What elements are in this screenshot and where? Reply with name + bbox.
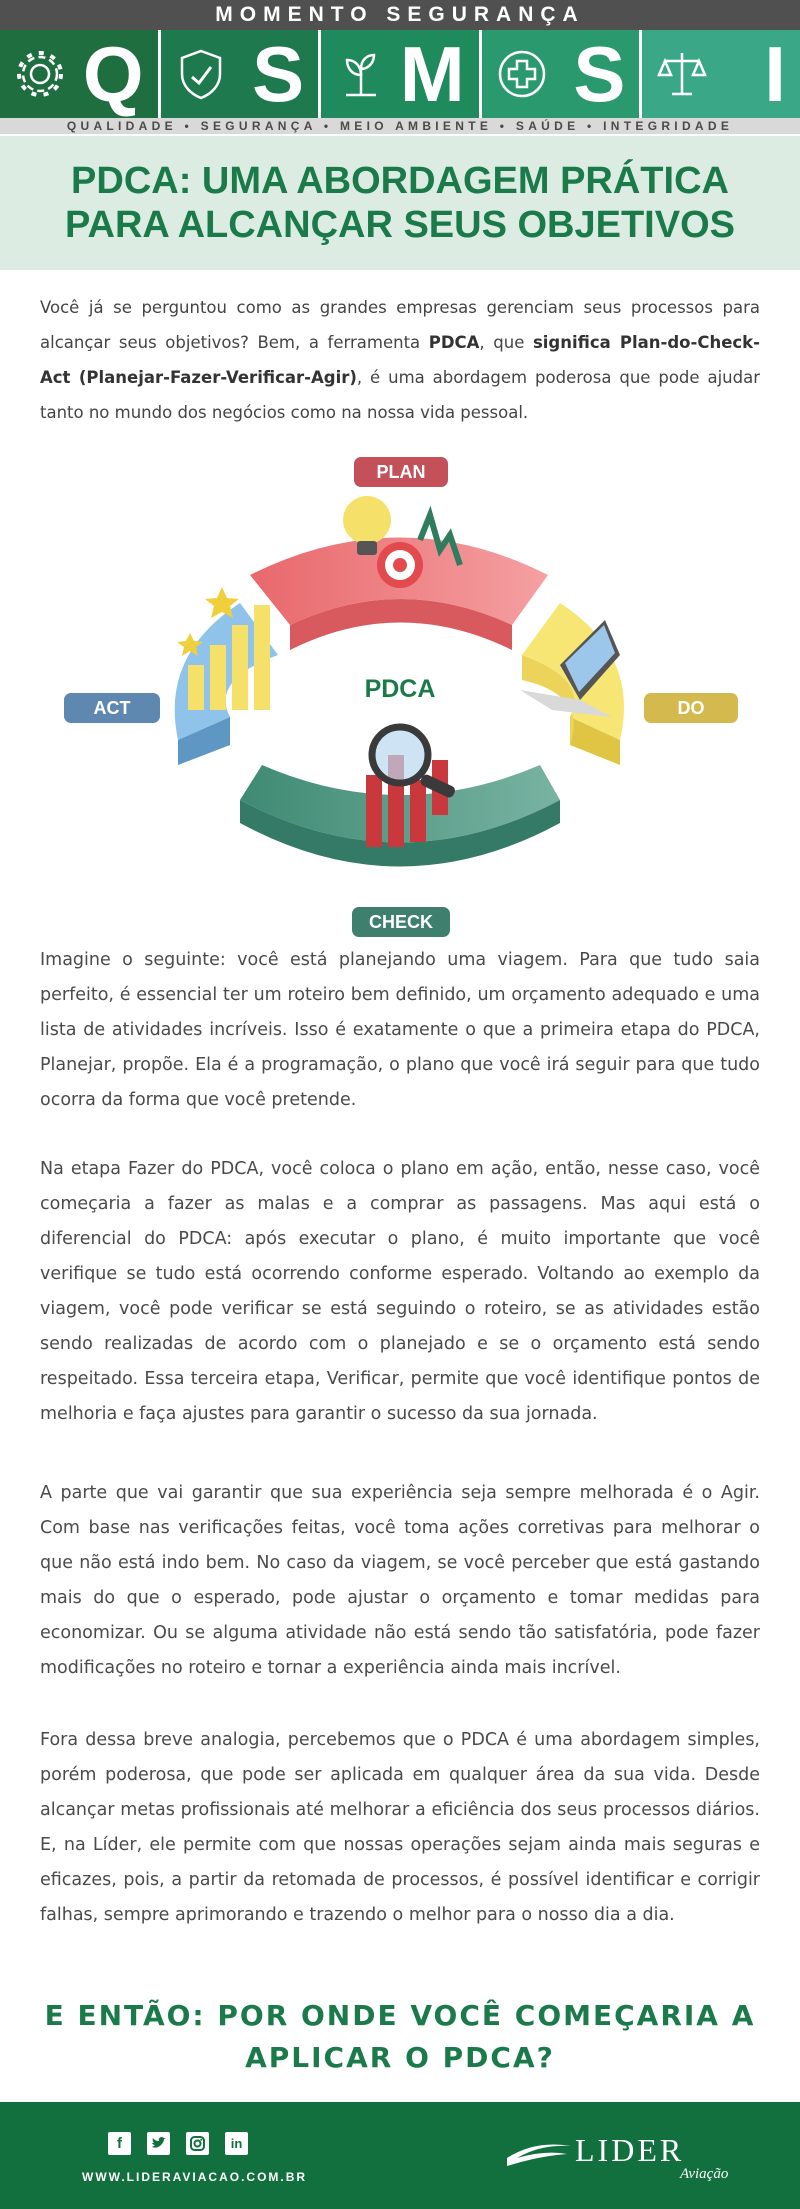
qsmsi-banner (0, 30, 800, 118)
intro-paragraph (40, 290, 760, 430)
instagram-icon[interactable] (186, 2132, 209, 2155)
qsmsi-letter: M (399, 30, 465, 118)
lider-swoosh-icon (505, 2136, 575, 2176)
plant-icon (333, 46, 389, 102)
intro-bold: PDCA (428, 333, 480, 352)
qsmsi-block-integrity (642, 30, 800, 118)
cta-line: APLICAR O PDCA? (245, 2041, 555, 2074)
values-strip: QUALIDADE • SEGURANÇA • MEIO AMBIENTE • SAÚDE • INTEGRIDADE (0, 118, 800, 134)
body-paragraph: Na etapa Fazer do PDCA, você coloca o plano em ação, então, nesse caso, você começaria a fazer as malas e a comprar as passagens. Mas aqui está o diferencial do PDCA: após executar o plano, é muito importante que você verifique se tudo está ocorrendo conforme esperado. Voltando ao exemplo da viagem, você pode verificar se está seguindo o roteiro, se as atividades estão sendo realizadas de acordo com o planejado e se o orçamento está sendo respeitado. Essa terceira etapa, Verificar, permite que você identifique pontos de melhoria e faça ajustes para garantir o sucesso da sua jornada. (40, 1159, 760, 1424)
intro-text: , que (479, 333, 533, 352)
intro-bold: significa Plan-do-Check-Act (Planejar-Fazer-Verificar-Agir) (40, 333, 760, 387)
body-paragraph: Imagine o seguinte: você está planejando uma viagem. Para que tudo saia perfeito, é essencial ter um roteiro bem definido, um orçamento adequado e uma lista de atividades incríveis. Isso é exatamente o que a primeira etapa do PDCA, Planejar, propõe. Ela é a programação, o plano que você irá seguir para que tudo ocorra da forma que você pretende. (40, 950, 760, 1110)
pdca-label-act: ACT (64, 693, 160, 723)
header-title: MOMENTO SEGURANÇA (0, 0, 800, 30)
health-cross-icon (494, 46, 550, 102)
scales-icon (654, 46, 710, 102)
qsmsi-letter: S (573, 30, 626, 118)
pdca-label-do: DO (644, 693, 738, 723)
pdca-diagram (0, 455, 800, 935)
article-title-line: PDCA: UMA ABORDAGEM PRÁTICA (71, 160, 729, 202)
call-to-action-heading (40, 1995, 760, 2079)
intro-text: Você já se perguntou como as grandes empresas gerenciam seus processos para alcançar seus objetivos? Bem, a ferramenta (40, 298, 760, 352)
twitter-icon[interactable] (147, 2132, 170, 2155)
linkedin-icon[interactable]: in (225, 2132, 248, 2155)
cta-line: E ENTÃO: POR ONDE VOCÊ COMEÇARIA A (44, 1999, 756, 2032)
website-link[interactable]: WWW.LIDERAVIACAO.COM.BR (82, 2170, 308, 2184)
logo-subtext: Aviação (680, 2166, 729, 2182)
shield-icon (173, 46, 229, 102)
logo-text: LIDER (575, 2132, 685, 2168)
pdca-center-label: PDCA (364, 675, 436, 703)
qsmsi-block-environment (321, 30, 479, 118)
pdca-label-plan: PLAN (354, 457, 448, 487)
body-paragraph: A parte que vai garantir que sua experiência seja sempre melhorada é o Agir. Com base nas verificações feitas, você toma ações corretivas para melhorar o que não está indo bem. No caso da viagem, se você perceber que está gastando mais do que o esperado, pode ajustar o orçamento e tomar medidas para economizar. Ou se alguma atividade não está sendo tão satisfatória, pode fazer modificações no roteiro e tornar a experiência ainda mais incrível. (40, 1483, 760, 1678)
facebook-icon[interactable]: f (108, 2132, 131, 2155)
social-links (108, 2132, 248, 2155)
pdca-label-check: CHECK (352, 907, 450, 937)
footer (0, 2102, 800, 2209)
article-title-band (0, 136, 800, 270)
qsmsi-block-health (482, 30, 640, 118)
qsmsi-letter: Q (82, 30, 144, 118)
lider-logo (505, 2130, 729, 2182)
qsmsi-letter: S (252, 30, 305, 118)
qsmsi-letter: I (764, 30, 786, 118)
gear-icon (12, 46, 68, 102)
article-title (65, 159, 735, 247)
body-paragraph: Fora dessa breve analogia, percebemos que o PDCA é uma abordagem simples, porém poderosa, que pode ser aplicada em qualquer área da sua vida. Desde alcançar metas profissionais até melhorar a eficiência dos seus processos diários. E, na Líder, ele permite com que nossas operações sejam ainda mais seguras e eficazes, pois, a partir da retomada de processos, é possível identificar e corrigir falhas, sempre aprimorando e trazendo o melhor para o nosso dia a dia. (40, 1730, 760, 1925)
qsmsi-block-quality (0, 30, 158, 118)
qsmsi-block-safety (161, 30, 319, 118)
intro-text: , é uma abordagem poderosa que pode ajudar tanto no mundo dos negócios como na nossa vida pessoal. (40, 368, 760, 422)
article-title-line: PARA ALCANÇAR SEUS OBJETIVOS (65, 204, 735, 246)
